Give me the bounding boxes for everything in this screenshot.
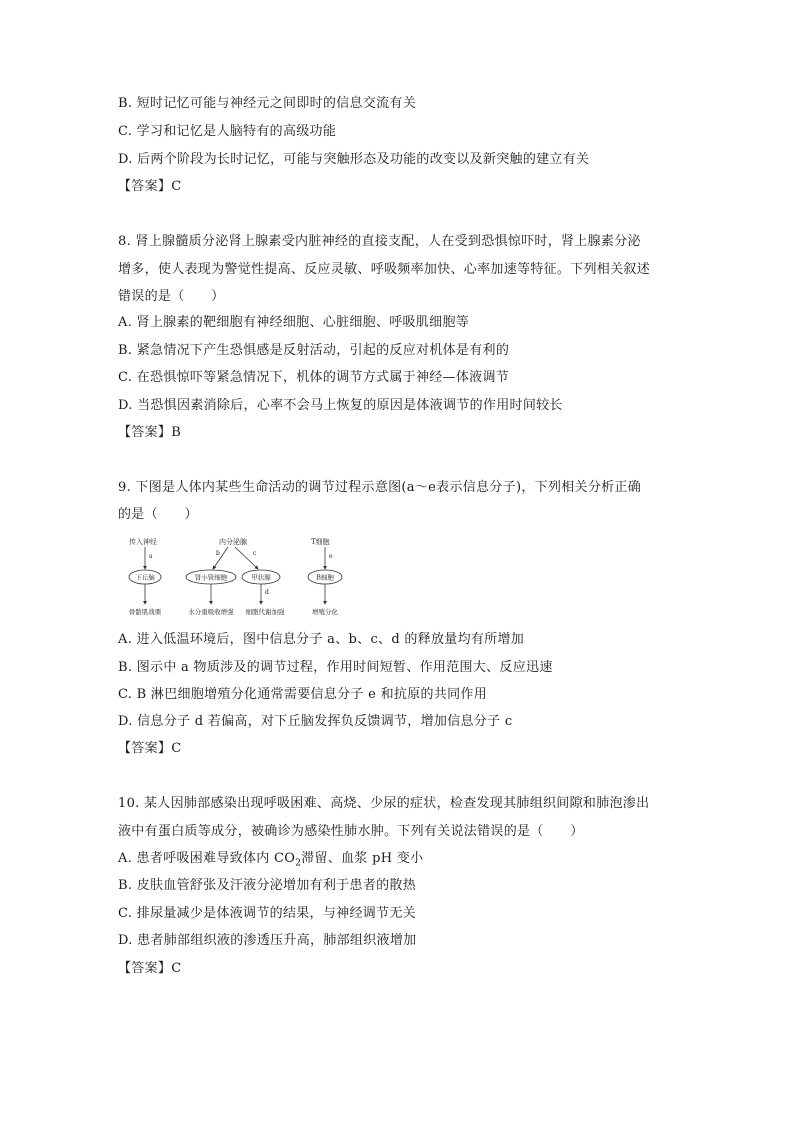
diagram-label-b: b: [216, 550, 220, 557]
q7-option-d: D. 后两个阶段为长时记忆，可能与突触形态及功能的改变以及新突触的建立有关: [118, 152, 590, 167]
q8-answer: 【答案】B: [118, 425, 182, 440]
q7-option-b: B. 短时记忆可能与神经元之间即时的信息交流有关: [118, 96, 417, 111]
q10-stem-line1: 10. 某人因肺部感染出现呼吸困难、高烧、少尿的症状，检查发现其肺组织间隙和肺泡渗出: [118, 796, 650, 811]
diagram-out-water: 水分重吸收增强: [188, 608, 234, 616]
q8-option-b: B. 紧急情况下产生恐惧感是反射活动，引起的反应对机体是有利的: [118, 343, 510, 358]
q9-option-c: C. B 淋巴细胞增殖分化通常需要信息分子 e 和抗原的共同作用: [118, 687, 487, 702]
diagram-label-a: a: [149, 553, 153, 560]
q8-option-d: D. 当恐惧因素消除后，心率不会马上恢复的原因是体液调节的作用时间较长: [118, 398, 563, 413]
diagram-kidney-tubule: 肾小管细胞: [194, 573, 228, 582]
q10-stem-line2: 液中有蛋白质等成分，被确诊为感染性肺水肿。下列有关说法错误的是（ ）: [118, 824, 584, 839]
q9-answer: 【答案】C: [118, 741, 182, 756]
diagram-label-e: e: [329, 553, 333, 560]
q9-option-b: B. 图示中 a 物质涉及的调节过程，作用时间短暂、作用范围大、反应迅速: [118, 660, 553, 675]
q9-stem-line1: 9. 下图是人体内某些生命活动的调节过程示意图(a～e表示信息分子)，下列相关分析正确: [118, 480, 642, 495]
diagram-endocrine-gland: 内分泌腺: [219, 538, 247, 546]
diagram-hypothalamus: 下丘脑: [135, 573, 155, 582]
q10-option-a-pre: A. 患者呼吸困难导致体内 CO: [118, 851, 296, 866]
diagram-out-metabolism: 细胞代谢加强: [245, 608, 285, 616]
diagram-out-proliferation: 增殖分化: [312, 608, 338, 616]
q8-option-c: C. 在恐惧惊吓等紧急情况下，机体的调节方式属于神经—体液调节: [118, 370, 510, 385]
q7-option-c: C. 学习和记忆是人脑特有的高级功能: [118, 124, 337, 139]
diagram-t-cell: T细胞: [311, 538, 330, 546]
q8-stem-line1: 8. 肾上腺髓质分泌肾上腺素受内脏神经的直接支配，人在受到恐惧惊吓时，肾上腺素分泌: [118, 234, 641, 249]
diagram-out-muscle: 骨骼肌战栗: [128, 608, 162, 616]
diagram-label-d: d: [265, 589, 269, 596]
q10-option-a-post: 滞留、血浆 pH 变小: [301, 851, 424, 866]
q10-option-b: B. 皮肤血管舒张及汗液分泌增加有利于患者的散热: [118, 878, 417, 893]
diagram-afferent-nerve: 传入神经: [129, 538, 157, 546]
diagram-b-cell: B细胞: [316, 573, 334, 582]
q10-option-c: C. 排尿量减少是体液调节的结果，与神经调节无关: [118, 906, 416, 921]
q10-option-a-sub: 2: [295, 858, 302, 869]
q10-option-d: D. 患者肺部组织液的渗透压升高，肺部组织液增加: [118, 933, 417, 948]
diagram-thyroid: 甲状腺: [251, 573, 271, 582]
q8-stem-line2: 增多，使人表现为警觉性提高、反应灵敏、呼吸频率加快、心率加速等特征。下列相关叙述: [118, 262, 651, 277]
regulation-diagram: [125, 536, 355, 616]
q9-stem-line2: 的是（ ）: [118, 507, 198, 522]
q9-option-a: A. 进入低温环境后，图中信息分子 a、b、c、d 的释放量均有所增加: [118, 632, 525, 647]
q8-stem-line3: 错误的是（ ）: [118, 289, 225, 304]
q7-answer: 【答案】C: [118, 179, 182, 194]
diagram-label-c: c: [253, 550, 257, 557]
q9-option-d: D. 信息分子 d 若偏高，对下丘脑发挥负反馈调节，增加信息分子 c: [118, 714, 513, 729]
q8-option-a: A. 肾上腺素的靶细胞有神经细胞、心脏细胞、呼吸肌细胞等: [118, 315, 470, 330]
q10-option-a: [118, 850, 423, 873]
q10-answer: 【答案】C: [118, 961, 182, 976]
